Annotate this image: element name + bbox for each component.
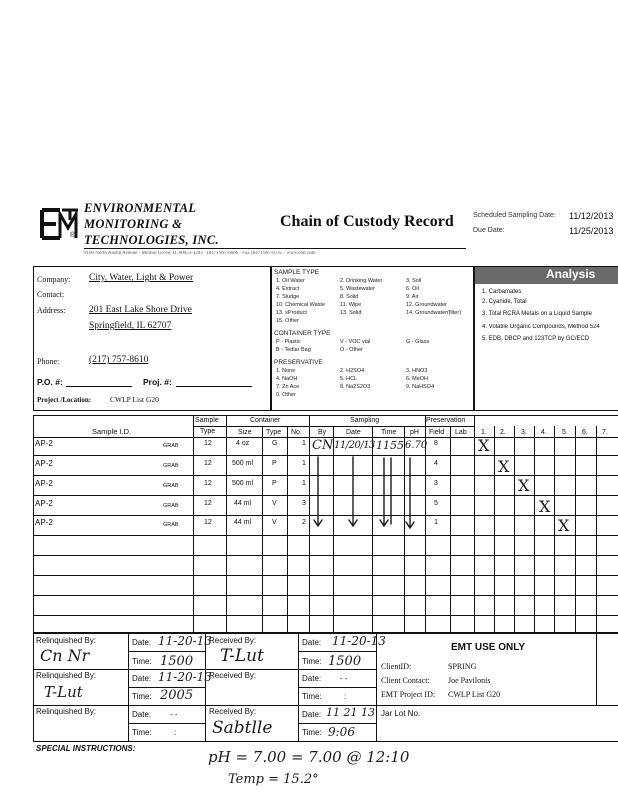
container-type: V bbox=[272, 519, 277, 526]
sampled-by: CN bbox=[312, 438, 334, 453]
preservation-field: 5 bbox=[434, 500, 438, 507]
col-rule bbox=[596, 426, 597, 633]
analysis-mark: X bbox=[518, 476, 530, 495]
grab-flag: GRAB bbox=[163, 443, 179, 449]
sample-type: 12 bbox=[204, 480, 212, 487]
sample-date: 11/20/13 bbox=[334, 440, 375, 451]
address-line-2: Springfield, IL 62707 bbox=[89, 321, 172, 331]
rel-date-value: - - bbox=[170, 710, 178, 719]
relinquished-signature: Cn Nr bbox=[40, 646, 90, 665]
container-type-item: B - Tedlar Bag bbox=[276, 347, 311, 353]
col-lab: Lab bbox=[455, 429, 467, 436]
col-sample-type: Type bbox=[200, 428, 216, 435]
analysis-col-4: 4. bbox=[541, 429, 547, 436]
rec-time-label: Time: bbox=[302, 657, 322, 666]
analysis-item: 3. Total RCRA Metals on a Liquid Sample bbox=[482, 311, 592, 317]
custody-rule bbox=[205, 633, 206, 742]
relinquished-label: Relinquished By: bbox=[36, 707, 97, 716]
preservation-field: 8 bbox=[434, 440, 438, 447]
col-date: Date bbox=[346, 429, 361, 436]
group-sampling: Sampling bbox=[350, 417, 380, 424]
row-rule bbox=[33, 575, 618, 576]
row-rule bbox=[33, 615, 618, 616]
rec-time-label: Time: bbox=[302, 728, 322, 737]
preservative-item: 4. NaOH bbox=[276, 376, 298, 382]
container-count: 1 bbox=[302, 440, 306, 447]
sample-type-item: 7. Sludge bbox=[276, 294, 300, 300]
analysis-title: Analysis bbox=[546, 267, 596, 281]
sample-type-item: 6. Oil bbox=[406, 286, 419, 292]
sample-type-item: 11. Wipe bbox=[340, 302, 362, 308]
container-type-item: G - Glass bbox=[406, 339, 430, 345]
col-rule bbox=[534, 426, 535, 633]
preservative-title: PRESERVATIVE bbox=[274, 359, 323, 366]
sample-type-item: 15. Other bbox=[276, 318, 299, 324]
grab-flag: GRAB bbox=[163, 463, 179, 469]
relinquished-signature: T-Lut bbox=[44, 683, 83, 701]
address-line-1: 201 East Lake Shore Drive bbox=[89, 305, 192, 315]
col-no: No. bbox=[291, 429, 302, 436]
company-label: Company: bbox=[37, 275, 71, 284]
grab-flag: GRAB bbox=[163, 503, 179, 509]
rec-date-label: Date: bbox=[302, 710, 322, 719]
sample-type-item: 14. Groundwater(filter) bbox=[406, 310, 462, 316]
container-type-title: CONTAINER TYPE bbox=[274, 330, 331, 337]
sample-id: AP-2 bbox=[35, 479, 53, 488]
sample-type: 12 bbox=[204, 440, 212, 447]
company-name bbox=[84, 200, 219, 248]
col-rule bbox=[554, 426, 555, 633]
ditto-arrows bbox=[300, 452, 430, 532]
col-time: Time bbox=[381, 429, 397, 436]
analysis-item: 1. Carbamates bbox=[482, 289, 522, 295]
analysis-col-2: 2. bbox=[500, 429, 506, 436]
preservation-field: 4 bbox=[434, 460, 438, 467]
rel-time-value: 1500 bbox=[160, 654, 194, 669]
emt-client-contact-value: Joe Pavilonis bbox=[448, 676, 491, 685]
col-rule bbox=[575, 426, 576, 633]
sample-type-item: 8. Solid bbox=[340, 294, 359, 300]
sample-id: AP-2 bbox=[35, 439, 53, 448]
received-label: Received By: bbox=[209, 671, 257, 680]
custody-sub-rule bbox=[128, 651, 205, 652]
sample-type-item: 1. Oil Water bbox=[276, 278, 305, 284]
client-info-box bbox=[33, 266, 271, 411]
po-label: P.O. #: bbox=[37, 377, 63, 387]
custody-sub-rule bbox=[298, 723, 376, 724]
rel-date-value: 11-20-13 bbox=[158, 670, 212, 684]
rec-date-value: 11 21 13 bbox=[326, 706, 375, 719]
rel-time-value: : bbox=[174, 728, 177, 737]
sample-type: 12 bbox=[204, 519, 212, 526]
row-rule bbox=[33, 555, 618, 556]
received-label: Received By: bbox=[209, 707, 257, 716]
container-size: 500 ml bbox=[232, 460, 254, 467]
preservative-item: 7. Zn Ace bbox=[276, 384, 300, 390]
col-rule bbox=[514, 426, 515, 633]
analysis-col-1: 1. bbox=[481, 429, 487, 436]
proj-label: Proj. #: bbox=[143, 377, 172, 387]
company-line-1: ENVIRONMENTAL bbox=[84, 201, 197, 215]
container-count: 3 bbox=[302, 500, 306, 507]
rec-time-value: 9:06 bbox=[328, 725, 355, 739]
company-line-2: MONITORING & bbox=[84, 217, 183, 231]
custody-sub-rule bbox=[128, 723, 205, 724]
rec-date-value: 11-20-13 bbox=[332, 634, 386, 648]
sample-type-item: 10. Chemical Waste bbox=[276, 302, 326, 308]
col-rule bbox=[226, 415, 227, 633]
sample-id: AP-2 bbox=[35, 459, 53, 468]
preservation-field: 3 bbox=[434, 480, 438, 487]
container-type: V bbox=[272, 500, 277, 507]
preservative-item: 5. HCL bbox=[340, 376, 358, 382]
analysis-col-5: 5. bbox=[562, 429, 568, 436]
emt-project-id-label: EMT Project ID: bbox=[381, 690, 436, 699]
due-date-value: 11/25/2013 bbox=[569, 226, 614, 236]
rel-date-label: Date: bbox=[132, 710, 152, 719]
rec-date-label: Date: bbox=[302, 638, 322, 647]
rel-time-value: 2005 bbox=[160, 688, 194, 703]
phone-label: Phone: bbox=[37, 357, 60, 366]
sample-type-item: 2. Drinking Water bbox=[340, 278, 383, 284]
address-line: 9100 North Austin Avenue · Morton Grove, IL 60053-3203 · (847) 967-6666 · Fax (847) 967-6735 · www.emt.com bbox=[84, 251, 316, 256]
preservative-item: 8. Na2S2O3 bbox=[340, 384, 371, 390]
page-title: Chain of Custody Record bbox=[280, 213, 454, 230]
custody-rule bbox=[596, 633, 597, 705]
preservative-item: 9. NaHSO4 bbox=[406, 384, 435, 390]
scheduled-date-label: Scheduled Sampling Date: bbox=[473, 212, 556, 219]
container-type: P bbox=[272, 460, 277, 467]
scheduled-date-value: 11/12/2013 bbox=[569, 211, 614, 221]
rec-time-label: Time: bbox=[302, 692, 322, 701]
preservative-item: 1. None bbox=[276, 368, 296, 374]
grab-flag: GRAB bbox=[163, 483, 179, 489]
company-line-3: TECHNOLOGIES, INC. bbox=[84, 233, 219, 247]
preservation-field: 1 bbox=[434, 519, 438, 526]
row-rule bbox=[33, 535, 618, 536]
container-count: 2 bbox=[302, 519, 306, 526]
emt-client-id-value: SPRING bbox=[448, 662, 477, 671]
relinquished-label: Relinquished By: bbox=[36, 636, 97, 645]
col-rule bbox=[262, 426, 263, 633]
sample-id: AP-2 bbox=[35, 518, 53, 527]
col-ph: pH bbox=[410, 429, 419, 436]
sample-type-item: 13. sProduct bbox=[276, 310, 307, 316]
container-type-item: P - Plastic bbox=[276, 339, 301, 345]
registered-icon: ® bbox=[70, 232, 76, 239]
analysis-item: 4. Volatile Organic Compounds, Method 524 bbox=[482, 324, 600, 330]
emt-project-id-value: CWLP List G20 bbox=[448, 690, 501, 699]
analysis-col-6: 6. bbox=[582, 429, 588, 436]
preservative-item: 2. H2SO4 bbox=[340, 368, 365, 374]
company-value: City, Water, Light & Power bbox=[89, 273, 194, 283]
emt-client-id-label: ClientID: bbox=[381, 662, 412, 671]
rel-time-label: Time: bbox=[132, 657, 152, 666]
analysis-mark: X bbox=[478, 436, 490, 455]
project-location-value: CWLP List G20 bbox=[110, 395, 159, 404]
rel-time-label: Time: bbox=[132, 692, 152, 701]
grab-flag: GRAB bbox=[163, 522, 179, 528]
preservative-item: 6. MeOH bbox=[406, 376, 429, 382]
container-size: 4 oz bbox=[236, 440, 250, 447]
group-sample: Sample bbox=[195, 417, 219, 424]
rel-date-label: Date: bbox=[132, 638, 152, 647]
sample-ph: 6.70 bbox=[405, 440, 428, 451]
relinquished-label: Relinquished By: bbox=[36, 671, 97, 680]
col-size: Size bbox=[238, 429, 252, 436]
analysis-mark: X bbox=[539, 497, 551, 516]
col-sample-id: Sample I.D. bbox=[92, 427, 132, 436]
sample-type-item: 12. Groundwater bbox=[406, 302, 447, 308]
row-rule bbox=[33, 595, 618, 596]
col-field: Field bbox=[429, 429, 445, 436]
sample-type-item: 9. Air bbox=[406, 294, 419, 300]
rel-date-value: 11-20-13 bbox=[158, 634, 212, 648]
special-instructions-label: SPECIAL INSTRUCTIONS: bbox=[36, 744, 136, 753]
group-preservation: Preservation bbox=[426, 417, 466, 424]
col-rule bbox=[450, 426, 451, 633]
sample-type-item: 13. Solid bbox=[340, 310, 362, 316]
rec-time-value: 1500 bbox=[328, 654, 362, 669]
po-field bbox=[66, 386, 132, 387]
sample-type-item: 3. Soil bbox=[406, 278, 422, 284]
sample-time: 1155 bbox=[376, 439, 404, 452]
sample-type-item: 5. Wastewater bbox=[340, 286, 375, 292]
rec-date-value: - - bbox=[340, 674, 348, 683]
col-container-type: Type bbox=[266, 429, 282, 436]
sample-id: AP-2 bbox=[35, 499, 53, 508]
container-size: 44 ml bbox=[234, 519, 252, 526]
sample-type: 12 bbox=[204, 460, 212, 467]
sample-type: 12 bbox=[204, 500, 212, 507]
sample-type-title: SAMPLE TYPE bbox=[274, 269, 320, 276]
emt-client-contact-label: Client Contact: bbox=[381, 676, 430, 685]
container-type: G bbox=[272, 440, 278, 447]
container-type: P bbox=[272, 480, 277, 487]
analysis-item: 5. EDB, DBCP and 123TCP by GC/ECD bbox=[482, 336, 590, 342]
container-type-item: O - Other bbox=[340, 347, 363, 353]
special-instructions-line-2: Temp = 15.2° bbox=[228, 772, 319, 787]
container-size: 500 ml bbox=[232, 480, 254, 487]
container-type-item: V - VOC vial bbox=[340, 339, 371, 345]
project-location-label: Project /Location: bbox=[37, 396, 92, 404]
preservative-item: 3. HNO3 bbox=[406, 368, 428, 374]
custody-sub-rule bbox=[298, 651, 376, 652]
group-container: Container bbox=[250, 417, 281, 424]
received-signature: T-Lut bbox=[220, 646, 264, 666]
custody-sub-rule bbox=[298, 687, 376, 688]
jar-lot-label: Jar Lot No. bbox=[381, 709, 421, 718]
rel-date-label: Date: bbox=[132, 674, 152, 683]
col-rule bbox=[474, 415, 475, 633]
analysis-col-7: 7. bbox=[602, 429, 608, 436]
col-by: By bbox=[318, 429, 327, 436]
header-rule bbox=[84, 248, 466, 249]
col-rule bbox=[494, 426, 495, 633]
analysis-col-3: 3. bbox=[521, 429, 527, 436]
rel-time-label: Time: bbox=[132, 728, 152, 737]
analysis-item: 2. Cyanide, Total bbox=[482, 299, 527, 305]
phone-value: (217) 757-8610 bbox=[89, 355, 149, 365]
received-signature: Sabtlle bbox=[212, 718, 273, 738]
special-instructions-line-1: pH = 7.00 = 7.00 @ 12:10 bbox=[208, 748, 410, 766]
container-count: 1 bbox=[302, 480, 306, 487]
container-size: 44 ml bbox=[234, 500, 252, 507]
received-label: Received By: bbox=[209, 636, 257, 645]
due-date-label: Due Date: bbox=[473, 227, 505, 234]
col-rule bbox=[193, 415, 194, 633]
rec-date-label: Date: bbox=[302, 674, 322, 683]
custody-rule bbox=[376, 633, 377, 742]
emt-use-title: EMT USE ONLY bbox=[451, 642, 526, 653]
address-label: Address: bbox=[37, 306, 66, 315]
preservative-item: 0. Other bbox=[276, 392, 296, 398]
sample-type-item: 4. Extract bbox=[276, 286, 300, 292]
proj-field bbox=[176, 386, 252, 387]
analysis-mark: X bbox=[498, 457, 510, 476]
rec-time-value: : bbox=[344, 692, 347, 701]
container-count: 1 bbox=[302, 460, 306, 467]
analysis-mark: X bbox=[558, 516, 570, 535]
col-rule bbox=[287, 426, 288, 633]
contact-label: Contact: bbox=[37, 290, 65, 299]
